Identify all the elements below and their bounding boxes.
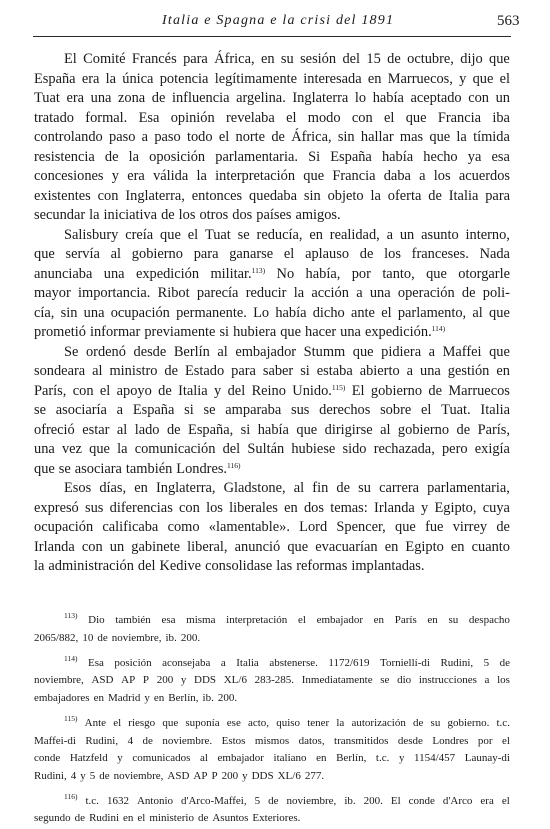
text-line: sondeara al ministro de Estado para saber si estaba abierto a una gestión en	[34, 363, 510, 379]
text-line: concesiones y era válida la interpretación que Francia daba a los acuerdos	[34, 168, 510, 184]
footnote	[34, 612, 510, 647]
text-line: tratado formal. Esa opinión revelaba el modo con el que Francia iba	[34, 109, 510, 126]
text-line: anunciaba una expedición militar.$^{113)}$ No había, por tanto, que otorgarle	[34, 265, 510, 282]
text-line: controlando paso a paso todo el norte de África, sin hallar mas que la tímida	[34, 129, 510, 145]
footnote-line: Rudini, 4 y 5 de noviembre, ASD AP P 200 y DDS XL/6 277.	[34, 769, 325, 782]
footnote-line: $^{113)}$ Dio también esa misma interpretación el embajador en París en su despacho	[64, 612, 510, 626]
footnote-line: conde Hatzfeld y comunicados al embajador italiano en Berlín, t.c. y 1154/457 Launay-di	[34, 752, 510, 765]
paragraph	[34, 50, 510, 226]
footnote-line: Maffei-di Rudini, 4 de noviembre. Estos mismos datos, transmitidos desde Londres por el	[34, 734, 510, 747]
footnote-line: $^{115)}$ Ante el riesgo que suponía ese acto, quiso tener la autorización de su gobierno. t.c.	[64, 714, 510, 729]
text-line: ocupación calificaba como «lamentable». Lord Spencer, que fue virrey de	[34, 519, 510, 535]
page-header	[0, 0, 550, 36]
text-line: existentes con Inglaterra, entonces quedaba sin objeto la oferta de Italia para	[34, 187, 510, 204]
text-line: una vez que la comunicación del Sultán hubiese sido rechazada, pero exigía	[34, 441, 510, 457]
page-number: 563	[497, 13, 520, 29]
paragraph	[34, 343, 510, 480]
footnote-line: noviembre, ASD AP P 200 y DDS XL/6 283-285. Inmediatamente se dio instrucciones a los	[34, 674, 510, 687]
footnote-line: $^{116)}$ t.c. 1632 Antonio d'Arco-Maffei, 5 de noviembre, ib. 200. El conde d'Arco era el	[64, 792, 510, 807]
paragraph	[34, 226, 510, 343]
footnote-line: $^{114)}$ Esa posición aconsejaba a Italia abstenerse. 1172/619 Torniellí-di Rudini, 5 de	[64, 654, 510, 669]
text-line: Se ordenó desde Berlín al embajador Stumm que pidiera a Maffei que	[64, 343, 510, 360]
text-line: París, con el apoyo de Italia y del Reino Unido.$^{115)}$ El gobierno de Marruecos	[34, 382, 510, 399]
text-line: ofreció estar al lado de España, si había que dirigirse al gobierno de París,	[34, 421, 510, 438]
footnote-line: embajadores en Madrid y en Berlín, ib. 200.	[34, 691, 238, 704]
text-line: España era la única potencia legítimamente interesada en Marruecos, y que el	[34, 70, 510, 87]
text-line: se asociaría a España si se amparaba sus derechos sobre el Tuat. Italia	[34, 402, 510, 418]
footnote	[34, 655, 510, 708]
body-text	[34, 50, 510, 577]
text-line: mayor importancia. Ribot parecía reducir la acción a una operación de poli-	[34, 285, 510, 301]
paragraph	[34, 479, 510, 577]
text-line: que se asociara también Londres.$^{116)}$	[34, 460, 241, 477]
text-line: cía, sin una ocupación permanente. Lo había dicho ante el parlamento, al que	[34, 304, 510, 321]
header-rule	[33, 36, 511, 37]
text-line: Esos días, en Inglaterra, Gladstone, al fin de su carrera parlamentaria,	[64, 480, 510, 496]
footnote	[34, 793, 510, 828]
text-line: expresó sus diferencias con los liberales en dos temas: Irlanda y Egipto, cuya	[34, 499, 510, 516]
text-line: Irlanda con un gabinete liberal, anunció que evacuarían en Egipto en cuanto	[34, 538, 510, 555]
footnote	[34, 715, 510, 785]
text-line: que servía al gobierno para ganarse el aplauso de los franceses. Nada	[34, 246, 510, 262]
footnotes	[34, 612, 510, 829]
footnote-line: segundo de Rudini en el ministerio de Asuntos Exteriores.	[34, 812, 301, 825]
text-line: resistencia de la oposición parlamentaria. Si España había hecho ya esa	[34, 148, 510, 165]
text-line: Tuat era una zona de influencia argelina. Inglaterra lo había aceptado con un	[34, 90, 510, 106]
text-line: secundar la iniciativa de los otros dos países amigos.	[34, 207, 341, 223]
text-line: El Comité Francés para África, en su sesión del 15 de octubre, dijo que	[64, 51, 510, 67]
text-line: prometió informar previamente si hubiera que hacer una expedición.$^{114)}$	[34, 324, 446, 340]
text-line: Salisbury creía que el Tuat se reducía, en realidad, a un asunto interno,	[64, 226, 510, 243]
footnote-line: 2065/882, 10 de noviembre, ib. 200.	[34, 631, 201, 644]
running-title: Italia e Spagna e la crisi del 1891	[162, 13, 395, 28]
text-line: la administración del Kedive consolidase las reformas implantadas.	[34, 558, 425, 574]
